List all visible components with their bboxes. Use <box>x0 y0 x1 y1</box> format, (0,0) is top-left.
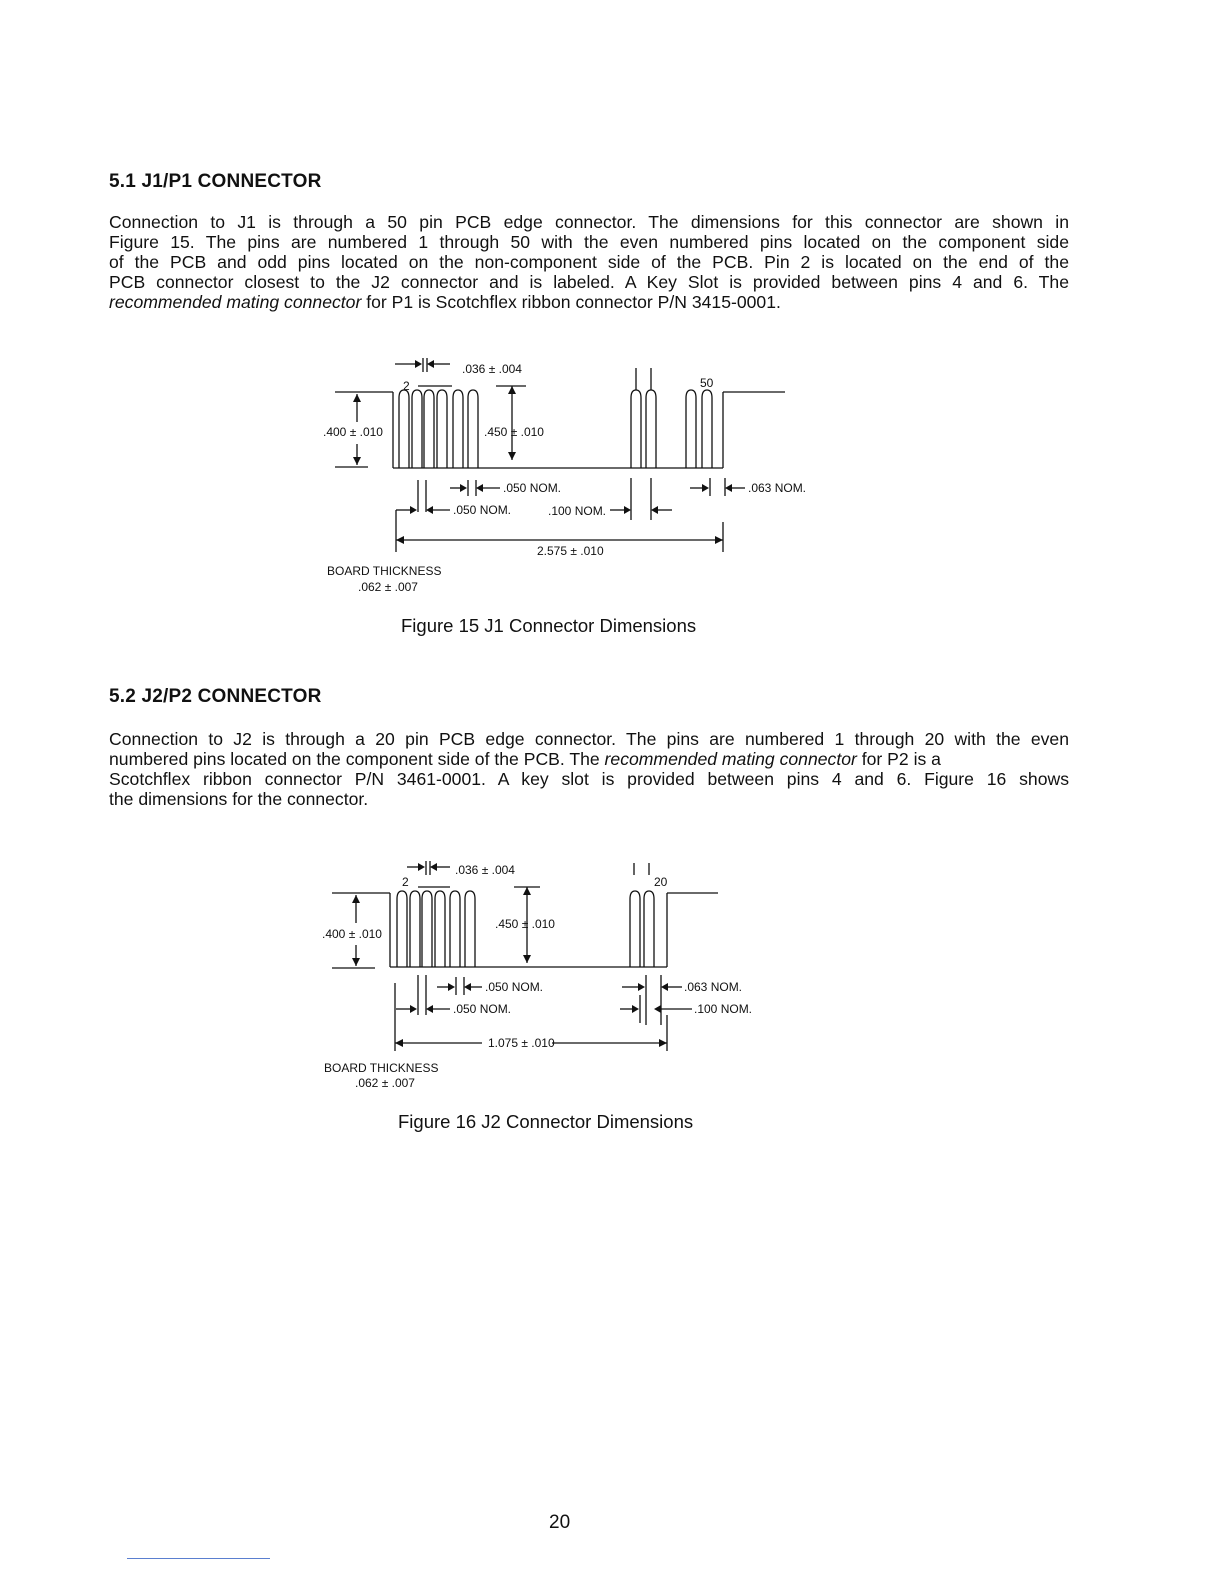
section-paragraph-j1 <box>109 212 1069 312</box>
spacing-a-label: .050 NOM. <box>503 481 562 495</box>
section-heading-j1: 5.1 J1/P1 CONNECTOR <box>109 171 322 192</box>
section-paragraph-j2 <box>109 729 1069 809</box>
board-thickness-value: .062 ± .007 <box>358 580 418 594</box>
pin-last-label: 20 <box>654 875 668 889</box>
spacing-c-label: .100 NOM. <box>548 504 607 518</box>
section-heading-j2: 5.2 J2/P2 CONNECTOR <box>109 686 322 707</box>
board-height-label: .400 ± .010 <box>322 927 382 941</box>
board-thickness-value: .062 ± .007 <box>355 1076 415 1090</box>
figure-15-caption: Figure 15 J1 Connector Dimensions <box>401 615 697 636</box>
italic-phrase: recommended mating connector <box>109 292 362 312</box>
page-number: 20 <box>549 1512 571 1533</box>
paragraph-line: the dimensions for the connector. <box>109 789 369 809</box>
overall-length-label: 2.575 ± .010 <box>537 544 604 558</box>
spacing-c-label: .100 NOM. <box>694 1002 753 1016</box>
footer-rule <box>127 1558 270 1559</box>
overall-length-label: 1.075 ± .010 <box>488 1036 555 1050</box>
figure-16-caption: Figure 16 J2 Connector Dimensions <box>398 1111 694 1132</box>
paragraph-line: Connection to J1 is through a 50 pin PCB edge connector. The dimensions for this connector are shown in <box>109 212 1069 232</box>
end-gap-label: .063 NOM. <box>748 481 807 495</box>
pin-width-label: .036 ± .004 <box>462 362 522 376</box>
end-gap-label: .063 NOM. <box>684 980 743 994</box>
contact-height-label: .450 ± .010 <box>484 425 544 439</box>
italic-phrase: recommended mating connector <box>604 749 857 769</box>
board-height-label: .400 ± .010 <box>323 425 383 439</box>
spacing-b-label: .050 NOM. <box>453 1002 512 1016</box>
paragraph-line-part: numbered pins located on the component side of the PCB. The <box>109 749 605 769</box>
board-thickness-label: BOARD THICKNESS <box>327 564 442 578</box>
spacing-a-label: .050 NOM. <box>485 980 544 994</box>
figure-15-j1-connector-diagram <box>300 350 860 610</box>
spacing-b-label: .050 NOM. <box>453 503 512 517</box>
pin-width-label: .036 ± .004 <box>455 863 515 877</box>
paragraph-line: of the PCB and odd pins located on the non-component side of the PCB. Pin 2 is located on the end of the <box>109 252 1069 272</box>
paragraph-line-rest: for P1 is Scotchflex ribbon connector P/N 3415-0001. <box>361 292 781 312</box>
pin-last-label: 50 <box>700 376 714 390</box>
paragraph-line: PCB connector closest to the J2 connector and is labeled. A Key Slot is provided between pins 4 and 6. The <box>109 272 1069 292</box>
paragraph-line <box>109 292 1069 312</box>
paragraph-line: Connection to J2 is through a 20 pin PCB edge connector. The pins are numbered 1 through 20 with the even <box>109 729 1069 749</box>
pin-first-label: 2 <box>402 875 409 889</box>
contact-height-label: .450 ± .010 <box>495 917 555 931</box>
paragraph-line <box>109 749 1069 769</box>
pin-first-label: 2 <box>403 379 410 393</box>
paragraph-line-part: for P2 is a <box>856 749 941 769</box>
figure-16-j2-connector-diagram <box>300 855 780 1105</box>
paragraph-line: Figure 15. The pins are numbered 1 through 50 with the even numbered pins located on the component side <box>109 232 1069 252</box>
paragraph-line: Scotchflex ribbon connector P/N 3461-0001. A key slot is provided between pins 4 and 6. Figure 16 shows <box>109 769 1069 789</box>
board-thickness-label: BOARD THICKNESS <box>324 1061 439 1075</box>
